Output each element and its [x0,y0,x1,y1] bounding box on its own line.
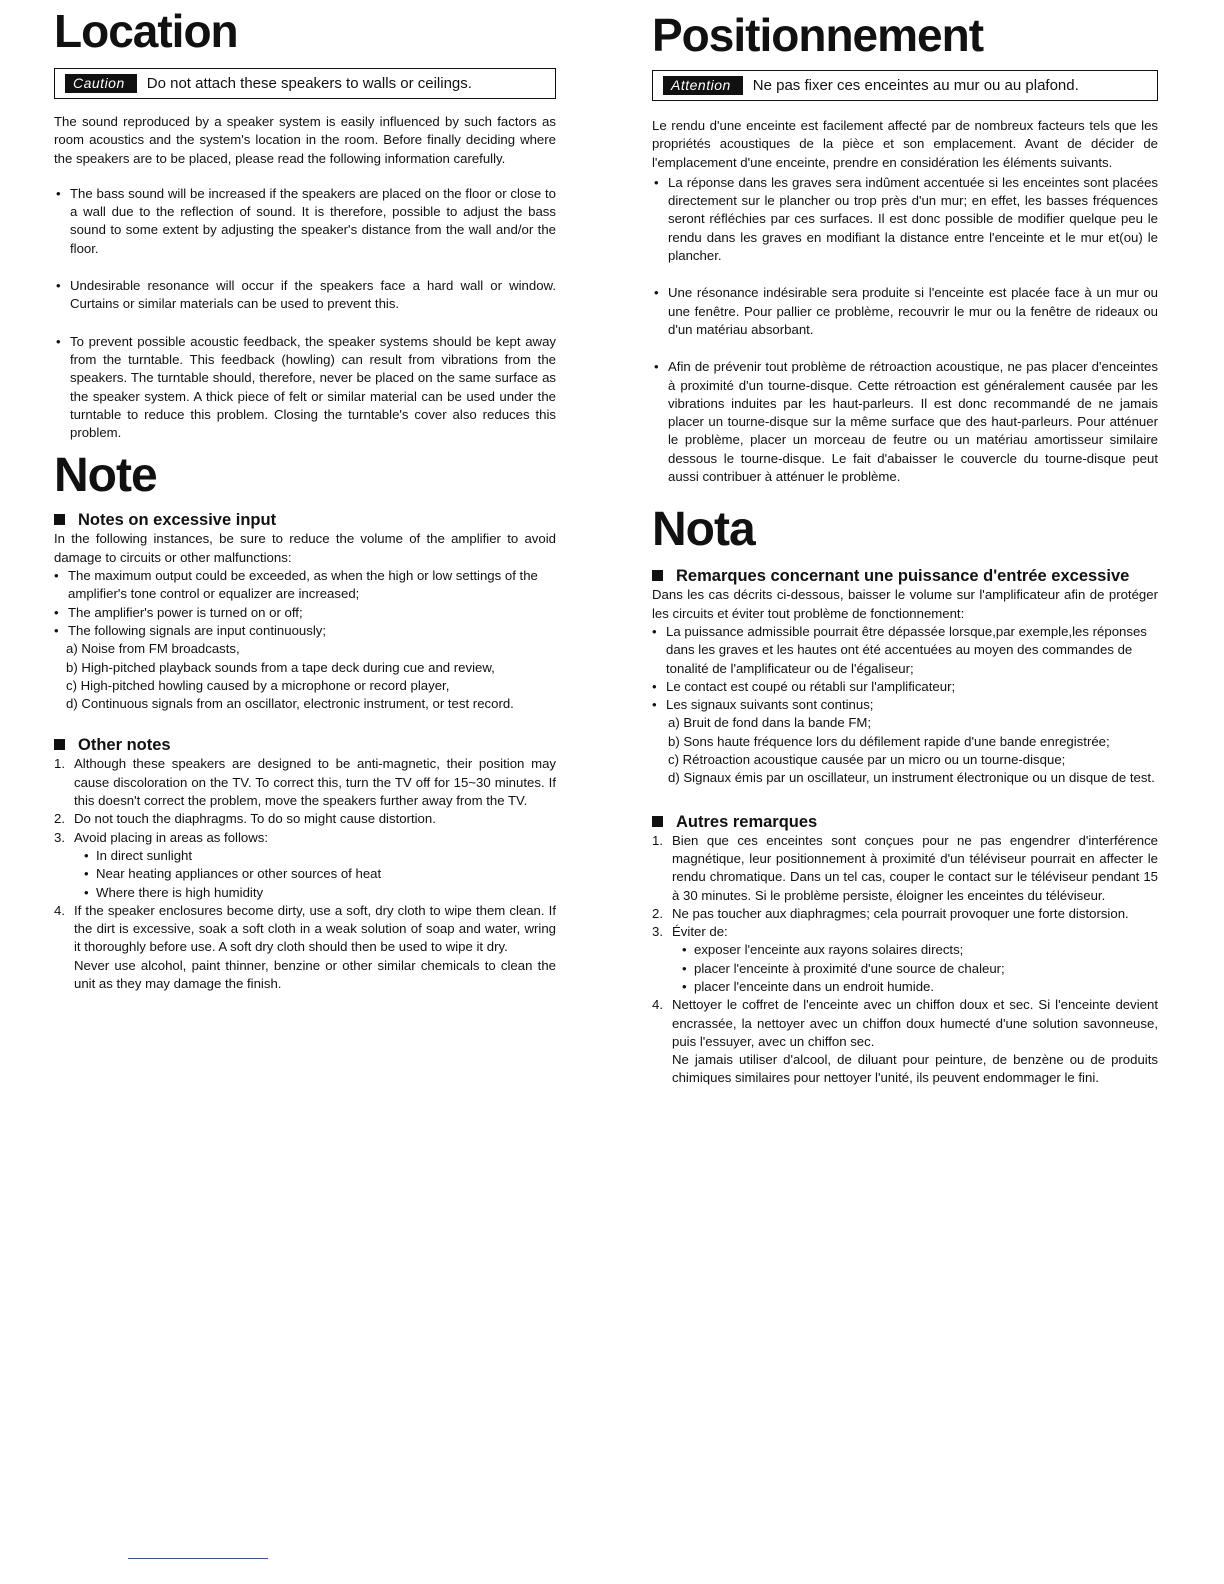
item-text: If the speaker enclosures become dirty, use a soft, dry cloth to wipe them clean. If the dirt is excessive, soak a soft cloth in a weak solution of soap and water, wring it thoroughly before use. A soft dry cloth should then be used to wipe it dry. [74,902,556,955]
caution-text: Ne pas fixer ces enceintes au mur ou au plafond. [752,77,1079,94]
item-text: Bien que ces enceintes sont conçues pour ne pas engendrer d'interférence magnétique, leur positionnement à proximité d'un téléviseur pourrait en affecter le rendu chromatique. Dans un tel cas, couper le contact sur le téléviseur pendant 15 à 30 minutes. Si le problème persiste, éloigner les enceintes du téléviseur. [672,832,1158,903]
signals-list [54,640,556,713]
item-number: 1. [54,756,65,772]
excessive-intro: In the following instances, be sure to reduce the volume of the amplifier to avoid damage to circuits or other malfunctions: [54,531,556,565]
square-bullet-icon [652,570,663,581]
square-bullet-icon [54,739,65,750]
list-item: b) High-pitched playback sounds from a tape deck during cue and review, [66,659,495,675]
list-item: • To prevent possible acoustic feedback, the speaker systems should be kept away from the turntable. This feedback (howling) can result from vibrations from the speakers. The turntable should, therefore, never be placed on the same surface as the speaker system. A thick piece of felt or similar material can be used under the turntable to reduce this problem. Closing the turntable's cover also reduces this problem. [54,333,556,443]
excessive-intro: Dans les cas décrits ci-dessous, baisser le volume sur l'amplificateur afin de protéger les circuits et éviter tout problème de fonctionnement: [652,587,1158,621]
list-item: • Near heating appliances or other sources of heat [84,865,556,883]
list-item [54,810,556,828]
french-column [652,0,1158,1088]
list-item: • In direct sunlight [84,847,556,865]
other-notes-list [54,755,556,993]
other-heading [54,735,556,755]
list-item [652,905,1158,923]
list-item: c) Rétroaction acoustique causée par un micro ou un tourne-disque; [668,752,1066,768]
other-heading-text: Other notes [78,736,171,755]
item-text: Avoid placing in areas as follows: [74,829,269,845]
square-bullet-icon [652,816,663,827]
note-title: Note [54,449,157,503]
location-title: Positionnement [652,9,984,61]
other-notes-list [652,832,1158,1088]
location-bullets [652,174,1158,486]
item-text: Ne pas toucher aux diaphragmes; cela pourrait provoquer une forte distorsion. [672,905,1129,921]
excessive-heading [54,510,556,530]
excessive-heading-text: Remarques concernant une puissance d'entrée excessive [676,567,1130,586]
item-number: 3. [652,924,663,940]
avoid-list [74,847,556,902]
cleaning-warning: Never use alcohol, paint thinner, benzine or other similar chemicals to clean the unit as they may damage the finish. [74,957,556,991]
other-heading-text: Autres remarques [676,812,818,831]
item-number: 2. [54,811,65,827]
list-item [652,923,1158,996]
list-item: • Afin de prévenir tout problème de rétroaction acoustique, ne pas placer d'enceintes à proximité d'un tourne-disque. Cette rétroaction est généralement causée par les vibrations induites par les haut-parleurs. Il est donc recommandé de ne jamais placer un tourne-disque sur la même surface que des haut-parleurs. Pour atténuer le problème, placer un morceau de feutre ou un matériau amortisseur similaire dessous le tourne-disque. Le fait d'abaisser le couvercle du tourne-disque peut aussi contribuer à atténuer le problème. [652,358,1158,486]
item-number: 2. [652,905,663,921]
square-bullet-icon [54,514,65,525]
english-column [54,0,556,993]
list-item: d) Signaux émis par un oscillateur, un instrument électronique ou un disque de test. [668,770,1155,786]
excessive-heading [652,566,1158,586]
list-item: d) Continuous signals from an oscillator, electronic instrument, or test record. [66,696,514,712]
list-item: b) Sons haute fréquence lors du défilement rapide d'une bande enregistrée; [668,733,1110,749]
item-number: 4. [652,997,663,1013]
cleaning-warning: Ne jamais utiliser d'alcool, de diluant pour peinture, de benzène ou de produits chimiques similaires pour nettoyer l'unité, ils peuvent endommager le fini. [672,1052,1158,1086]
list-item: • Undesirable resonance will occur if the speakers face a hard wall or window. Curtains or similar materials can be used to prevent this. [54,277,556,314]
location-intro: The sound reproduced by a speaker system is easily influenced by such factors as room acoustics and the system's location in the room. Before finally deciding where the speakers are to be placed, please read the following information carefully. [54,114,556,166]
list-item: • Where there is high humidity [84,884,556,902]
caution-text: Do not attach these speakers to walls or ceilings. [146,75,472,92]
avoid-list [672,941,1158,996]
location-bullets [54,185,556,443]
item-number: 1. [652,832,663,848]
location-intro: Le rendu d'une enceinte est facilement affecté par de nombreux facteurs tels que les propriétés acoustiques de la pièce et son emplacement. Avant de décider de l'emplacement d'une enceinte, prendre en considération les éléments suivants. [652,118,1158,170]
list-item: • Les signaux suivants sont continus; [652,696,1158,714]
list-item: • placer l'enceinte dans un endroit humide. [682,978,1158,996]
caution-badge: Attention [663,76,743,95]
list-item [54,902,556,993]
list-item: • La puissance admissible pourrait être dépassée lorsque,par exemple,les réponses dans les graves et les hautes ont été accentuées au moyen des commandes de tonalité de l'amplificateur ou de l'égaliseur; [652,623,1158,678]
list-item: a) Bruit de fond dans la bande FM; [668,715,872,731]
list-item: a) Noise from FM broadcasts, [66,641,240,657]
item-text: Do not touch the diaphragms. To do so might cause distortion. [74,811,436,827]
caution-box [54,68,556,99]
footer-rule [128,1558,268,1559]
excessive-list [54,567,556,640]
list-item [652,832,1158,905]
list-item [54,755,556,810]
caution-box [652,70,1158,101]
list-item: • La réponse dans les graves sera indûment accentuée si les enceintes sont placées directement sur le plancher ou trop près d'un mur; en effet, les basses fréquences seront réfléchies par ces surfaces. Il est donc possible de modifier quelque peu le rendu dans les graves en modifiant la distance entre l'enceinte et le mur et(ou) le plancher. [652,174,1158,265]
item-text: Éviter de: [672,924,728,940]
list-item: • Le contact est coupé ou rétabli sur l'amplificateur; [652,678,1158,696]
list-item [54,829,556,902]
list-item: • The amplifier's power is turned on or off; [54,604,556,622]
item-text: Although these speakers are designed to be anti-magnetic, their position may cause discoloration on the TV. To correct this, turn the TV off for 15~30 minutes. If this doesn't correct the problem, move the speakers further away from the TV. [74,756,556,809]
excessive-list [652,623,1158,714]
location-title: Location [54,5,238,57]
other-heading [652,812,1158,832]
item-text: Nettoyer le coffret de l'enceinte avec un chiffon doux et sec. Si l'enceinte devient encrassée, la nettoyer avec un chiffon doux humecté d'une solution savonneuse, puis l'essuyer, avec un chiffon sec. [672,997,1158,1049]
caution-badge: Caution [65,74,137,93]
excessive-heading-text: Notes on excessive input [78,511,277,530]
list-item [652,996,1158,1087]
item-number: 4. [54,902,65,918]
list-item: • Une résonance indésirable sera produite si l'enceinte est placée face à un mur ou une fenêtre. Pour pallier ce problème, recouvrir le mur ou la fenêtre de rideaux ou d'un matériau absorbant. [652,284,1158,339]
note-title: Nota [652,503,755,557]
list-item: • The following signals are input continuously; [54,622,556,640]
list-item: • placer l'enceinte à proximité d'une source de chaleur; [682,960,1158,978]
signals-list [652,714,1158,787]
list-item: c) High-pitched howling caused by a microphone or record player, [66,677,450,693]
list-item: • The bass sound will be increased if the speakers are placed on the floor or close to a wall due to the reflection of sound. It is therefore, possible to adjust the bass sound to some extent by adjusting the speaker's distance from the wall and/or the floor. [54,185,556,258]
list-item: • The maximum output could be exceeded, as when the high or low settings of the amplifier's tone control or equalizer are increased; [54,567,556,604]
item-number: 3. [54,829,65,845]
list-item: • exposer l'enceinte aux rayons solaires directs; [682,941,1158,959]
